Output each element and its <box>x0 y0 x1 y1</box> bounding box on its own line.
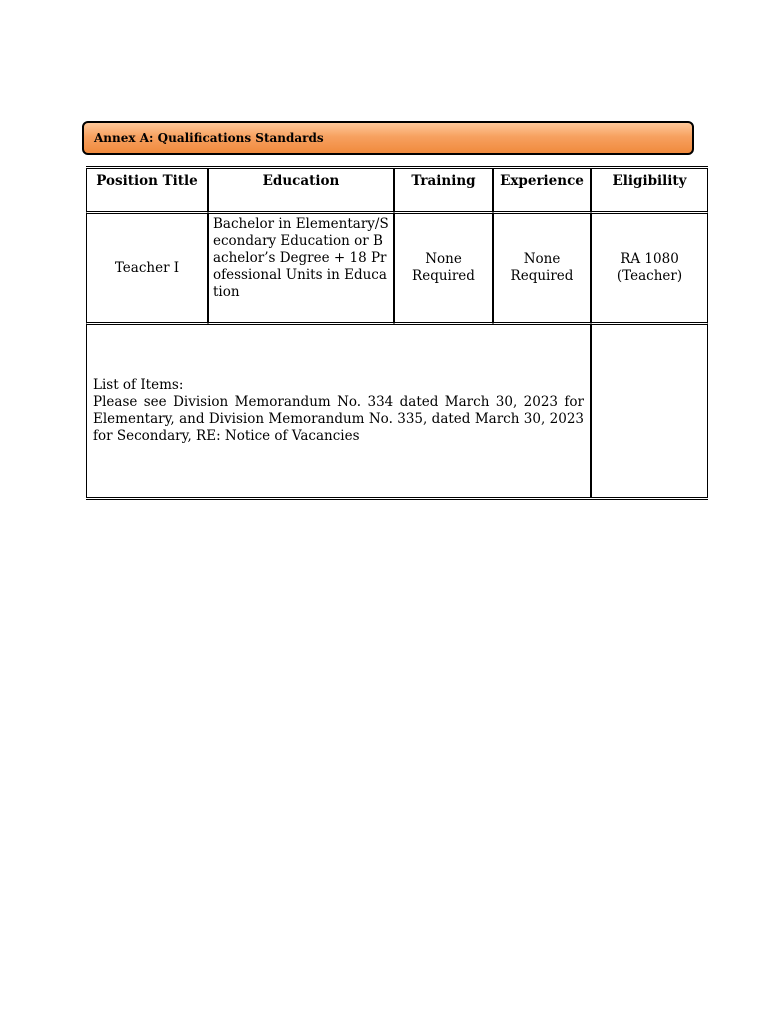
cell-eligibility: RA 1080 (Teacher) <box>591 214 708 325</box>
header-training: Training <box>394 169 493 214</box>
header-experience: Experience <box>493 169 591 214</box>
cell-training: None Required <box>394 214 493 325</box>
cell-education: Bachelor in Elementary/Secondary Education or Bachelor’s Degree + 18 Professional Units in Education <box>208 214 394 325</box>
table-header-row <box>86 169 708 214</box>
header-position-title: Position Title <box>86 169 208 214</box>
annex-title-banner <box>82 121 694 155</box>
qualifications-table <box>86 166 708 500</box>
table-row <box>86 214 708 325</box>
cell-position: Teacher I <box>86 214 208 325</box>
cell-experience: None Required <box>493 214 591 325</box>
header-education: Education <box>208 169 394 214</box>
header-eligibility: Eligibility <box>591 169 708 214</box>
items-row <box>86 325 708 497</box>
list-of-items-text: Please see Division Memorandum No. 334 dated March 30, 2023 for Elementary, and Division Memorandum No. 335, dated March 30, 2023 for Secondary, RE: Notice of Vacancies <box>93 394 584 444</box>
annex-title: Annex A: Qualifications Standards <box>94 131 324 145</box>
list-of-items-label: List of Items: <box>93 377 184 393</box>
items-empty-cell <box>591 325 708 497</box>
list-of-items-cell <box>86 325 591 497</box>
